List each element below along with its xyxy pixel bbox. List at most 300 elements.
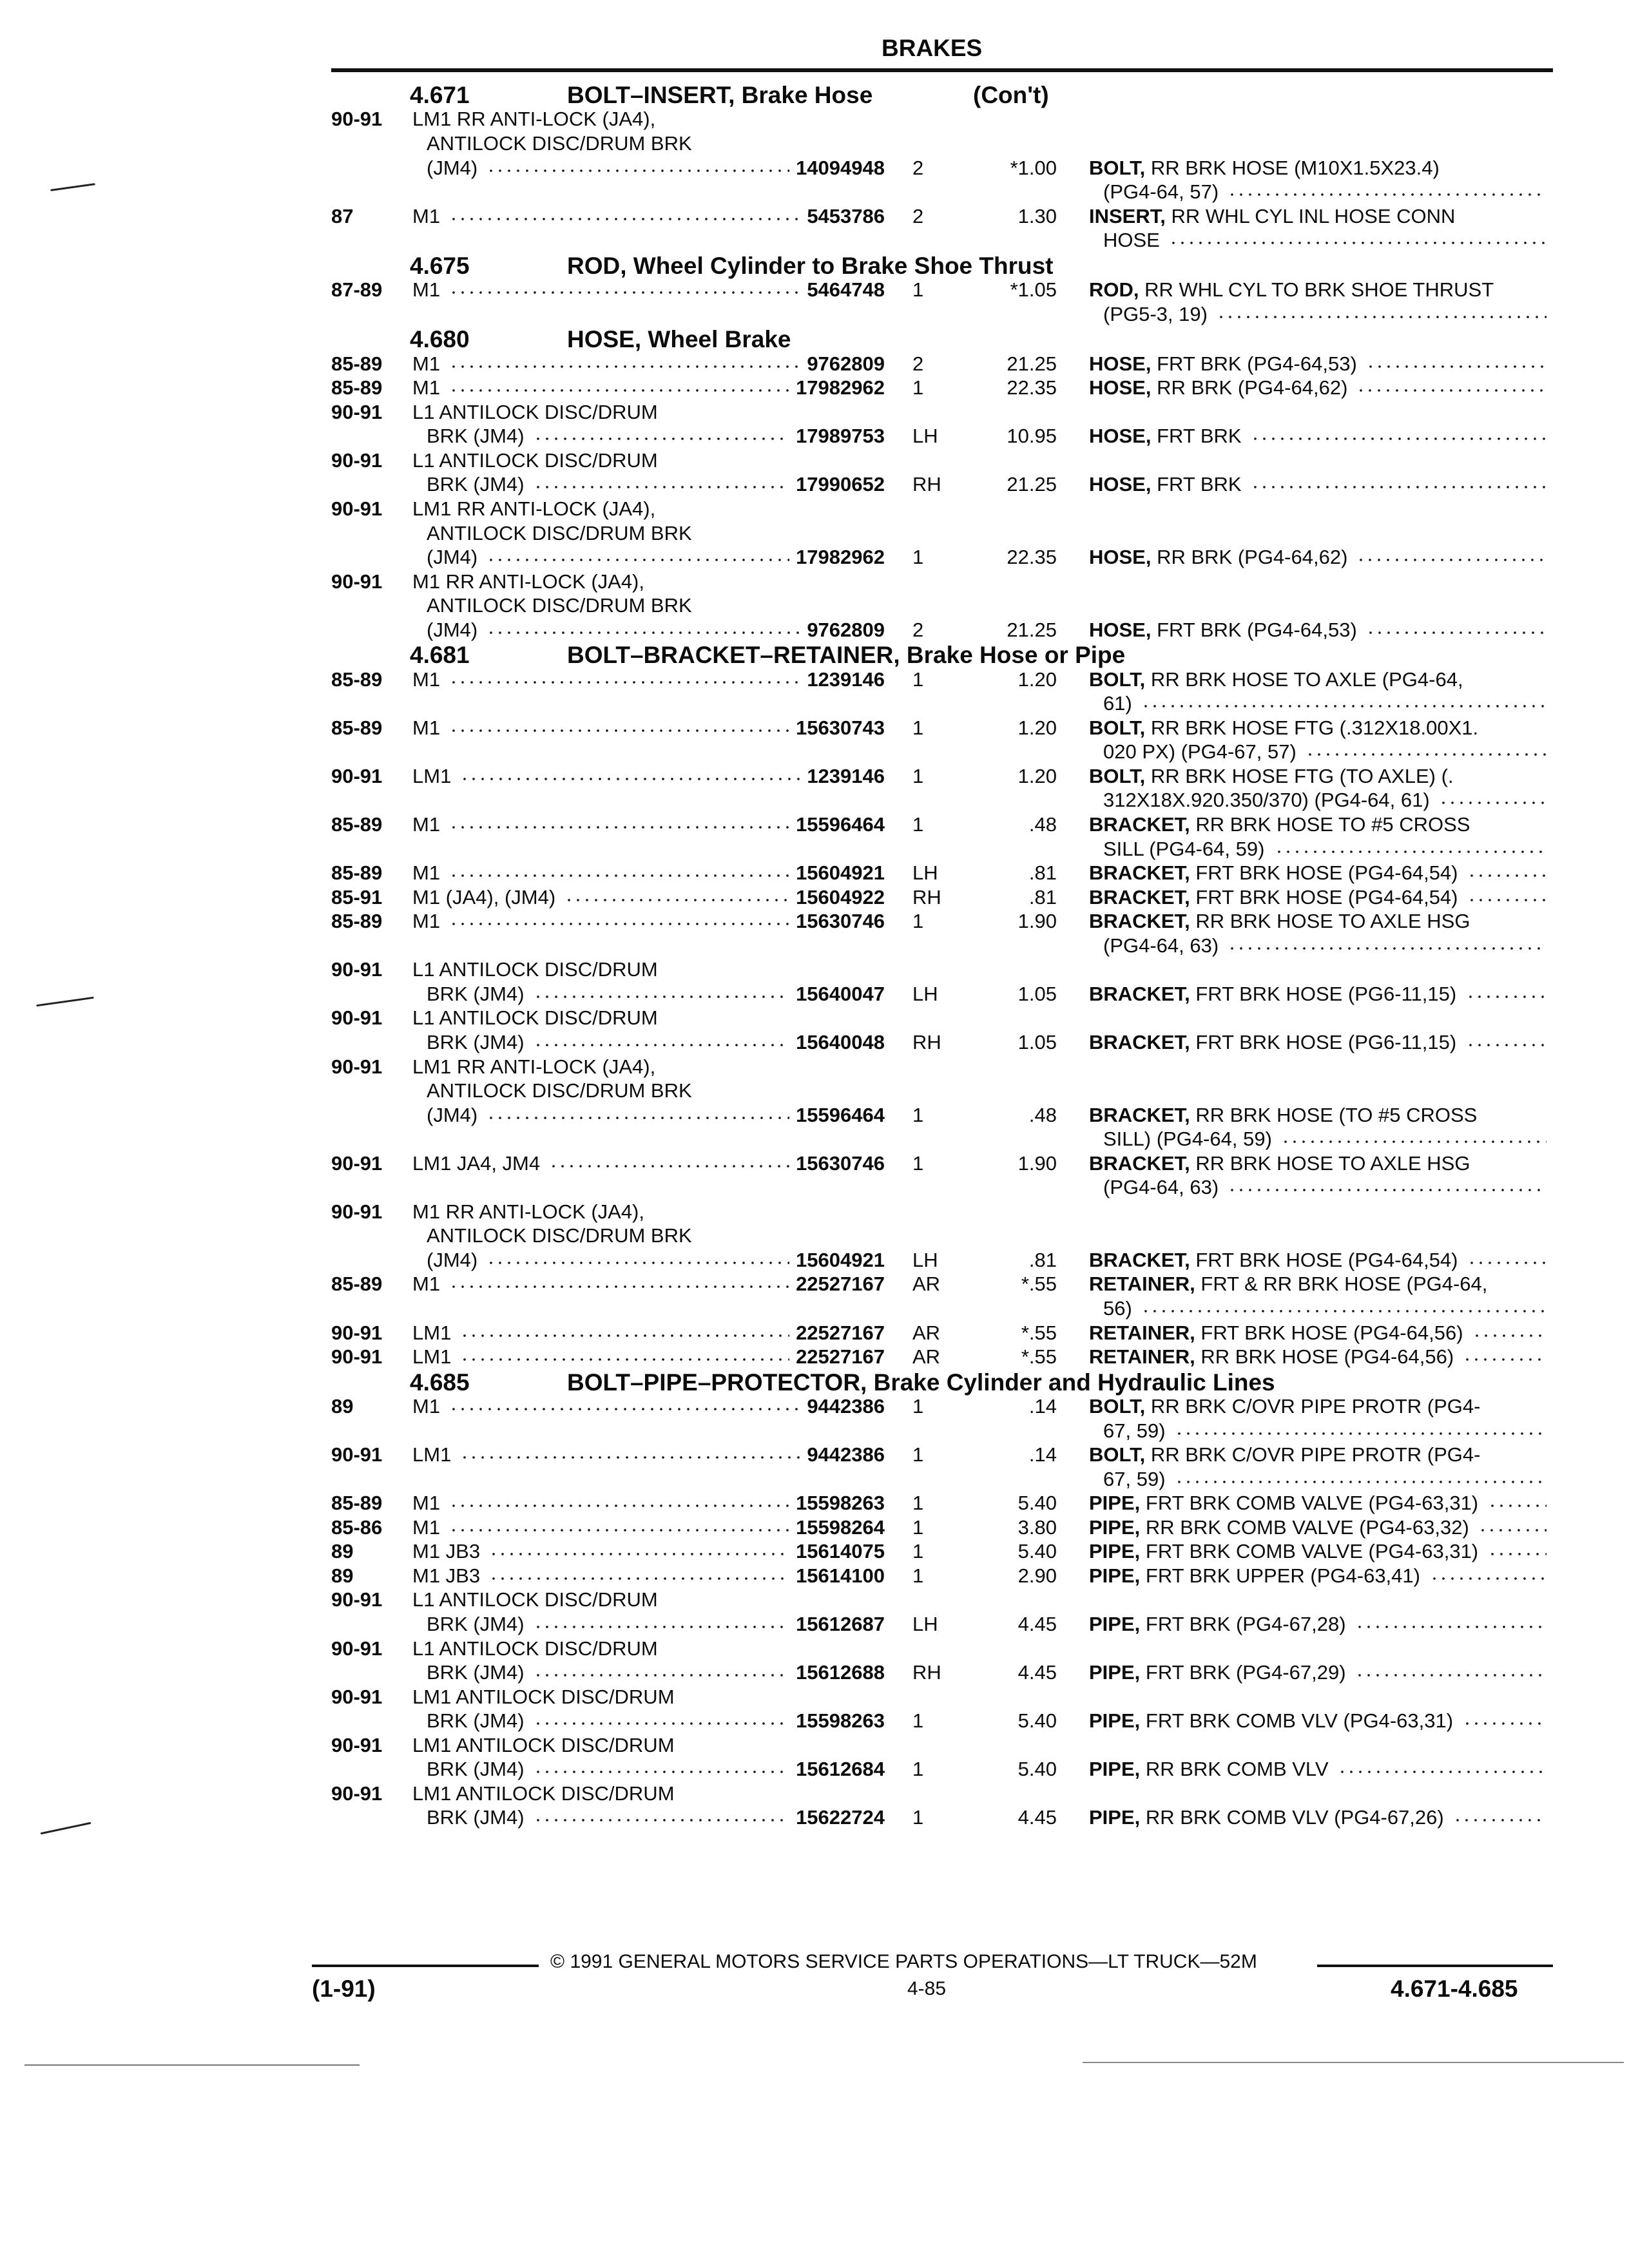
- row-part-number: 15604921: [796, 861, 885, 884]
- row-description: 61): [1103, 692, 1132, 715]
- dot-leader: [564, 899, 789, 901]
- row-quantity: 1: [912, 1806, 924, 1829]
- footer-page-number: 4-85: [907, 1978, 947, 1999]
- row-application: BRK (JM4): [427, 1758, 525, 1780]
- dot-leader: [534, 486, 790, 488]
- dot-leader: [1467, 1262, 1547, 1264]
- row-quantity: 1: [912, 1492, 924, 1514]
- row-price: 1.20: [1017, 765, 1057, 787]
- row-description: [1089, 668, 1463, 691]
- row-description: [1089, 278, 1494, 302]
- row-part-number: 15612684: [796, 1758, 885, 1780]
- dot-leader: [487, 1262, 789, 1264]
- footer-rule-right: [1317, 1965, 1553, 1967]
- dot-leader: [460, 1334, 789, 1337]
- row-quantity: 1: [912, 376, 924, 399]
- row-description-keyword: HOSE,: [1089, 473, 1152, 495]
- row-part-number: 15612687: [796, 1613, 885, 1635]
- dot-leader: [449, 1285, 789, 1288]
- row-description-keyword: BOLT,: [1089, 157, 1146, 179]
- row-application: M1: [412, 861, 441, 884]
- row-description: [1089, 910, 1470, 933]
- row-part-number: 15614100: [796, 1564, 885, 1587]
- row-description-keyword: RETAINER,: [1089, 1345, 1195, 1368]
- row-application: L1 ANTILOCK DISC/DRUM: [412, 401, 658, 423]
- row-part-number: 15596464: [796, 1104, 885, 1126]
- row-description-text: RR BRK HOSE TO AXLE HSG: [1190, 1152, 1470, 1175]
- row-description-text: RR BRK COMB VLV (PG4-67,26): [1140, 1806, 1444, 1829]
- row-price: 21.25: [1007, 473, 1057, 495]
- row-years: 85-89: [331, 861, 383, 884]
- dot-leader: [449, 365, 800, 368]
- row-description: [1089, 1492, 1478, 1515]
- row-part-number: 5453786: [807, 205, 885, 227]
- row-application: M1: [412, 910, 441, 932]
- dot-leader: [449, 729, 789, 732]
- row-description-keyword: BRACKET,: [1089, 1249, 1190, 1271]
- row-description: [1089, 1321, 1463, 1345]
- row-description-text: RR BRK HOSE FTG (.312X18.00X1.: [1145, 716, 1479, 739]
- dot-leader: [534, 1722, 790, 1725]
- row-price: 22.35: [1007, 546, 1057, 568]
- section-title: BOLT–PIPE–PROTECTOR, Brake Cylinder and Hydraulic Lines: [567, 1369, 1275, 1396]
- row-quantity: 1: [912, 1443, 924, 1466]
- row-price: 4.45: [1017, 1806, 1057, 1829]
- row-application: BRK (JM4): [427, 1031, 525, 1053]
- dot-leader: [1430, 1577, 1547, 1580]
- row-application: LM1 JA4, JM4: [412, 1152, 541, 1175]
- row-quantity: 2: [912, 619, 924, 641]
- row-description: [1089, 1709, 1453, 1733]
- row-quantity: LH: [912, 983, 938, 1005]
- dot-leader: [1355, 1674, 1547, 1677]
- dot-leader: [449, 681, 800, 684]
- row-part-number: 9762809: [807, 352, 885, 375]
- row-quantity: 1: [912, 278, 924, 301]
- row-quantity: 2: [912, 352, 924, 375]
- row-description-text: RR BRK HOSE TO #5 CROSS: [1190, 813, 1470, 836]
- row-part-number: 15604922: [796, 886, 885, 908]
- row-quantity: AR: [912, 1345, 941, 1368]
- row-description-text: RR BRK (PG4-64,62): [1151, 376, 1348, 399]
- row-application: LM1 ANTILOCK DISC/DRUM: [412, 1782, 675, 1805]
- row-quantity: 1: [912, 813, 924, 836]
- row-description: [1089, 425, 1242, 448]
- dot-leader: [1439, 802, 1547, 804]
- row-application: M1 RR ANTI-LOCK (JA4),: [412, 1200, 644, 1223]
- dot-leader: [449, 874, 789, 877]
- dot-leader: [460, 1456, 800, 1459]
- row-price: .48: [1028, 813, 1057, 836]
- row-application: L1 ANTILOCK DISC/DRUM: [412, 1006, 658, 1029]
- dot-leader: [1175, 1432, 1547, 1435]
- row-application: LM1 ANTILOCK DISC/DRUM: [412, 1734, 675, 1756]
- row-years: 85-89: [331, 813, 383, 836]
- row-part-number: 15622724: [796, 1806, 885, 1829]
- row-years: 87-89: [331, 278, 383, 301]
- dot-leader: [449, 1408, 800, 1410]
- row-description-keyword: BOLT,: [1089, 716, 1146, 739]
- row-price: 21.25: [1007, 619, 1057, 641]
- row-quantity: LH: [912, 861, 938, 884]
- row-application: M1: [412, 1516, 441, 1539]
- section-title: BOLT–BRACKET–RETAINER, Brake Hose or Pipe: [567, 642, 1126, 668]
- row-application: L1 ANTILOCK DISC/DRUM: [412, 1637, 658, 1660]
- row-price: 5.40: [1017, 1492, 1057, 1514]
- section-title: HOSE, Wheel Brake: [567, 326, 791, 352]
- row-description-text: FRT BRK (PG4-64,53): [1151, 352, 1357, 375]
- row-years: 90-91: [331, 449, 383, 472]
- row-description-text: RR WHL CYL TO BRK SHOE THRUST: [1139, 278, 1494, 301]
- row-application: LM1 ANTILOCK DISC/DRUM: [412, 1686, 675, 1708]
- row-years: 90-91: [331, 958, 383, 981]
- row-description: (PG4-64, 63): [1103, 934, 1219, 957]
- row-quantity: 1: [912, 1540, 924, 1562]
- row-application: ANTILOCK DISC/DRUM BRK: [427, 522, 692, 544]
- row-description-keyword: PIPE,: [1089, 1758, 1141, 1780]
- row-application: ANTILOCK DISC/DRUM BRK: [427, 1079, 692, 1102]
- row-description-text: FRT BRK HOSE (PG4-64,54): [1190, 1249, 1458, 1271]
- row-description-text: FRT BRK UPPER (PG4-63,41): [1140, 1564, 1420, 1587]
- row-price: .81: [1028, 861, 1057, 884]
- dot-leader: [1281, 1140, 1547, 1143]
- row-description: [1089, 1613, 1346, 1636]
- row-description-keyword: BRACKET,: [1089, 861, 1190, 884]
- dot-leader: [1463, 1722, 1547, 1725]
- row-description: [1089, 1564, 1420, 1588]
- row-application: M1: [412, 376, 441, 399]
- row-price: 3.80: [1017, 1516, 1057, 1539]
- section-number: 4.675: [410, 253, 470, 279]
- row-part-number: 15614075: [796, 1540, 885, 1562]
- row-description-keyword: BOLT,: [1089, 1443, 1146, 1466]
- row-quantity: 1: [912, 1709, 924, 1732]
- row-description: [1089, 1152, 1470, 1175]
- dot-leader: [1356, 389, 1547, 392]
- row-quantity: 1: [912, 765, 924, 787]
- row-price: 4.45: [1017, 1661, 1057, 1684]
- row-description-keyword: BRACKET,: [1089, 1031, 1190, 1053]
- section-number: 4.685: [410, 1369, 470, 1396]
- row-description-text: RR WHL CYL INL HOSE CONN: [1165, 205, 1456, 227]
- row-application: LM1 RR ANTI-LOCK (JA4),: [412, 497, 656, 520]
- dot-leader: [1251, 486, 1547, 488]
- row-application: LM1: [412, 1321, 452, 1344]
- row-description-text: RR BRK C/OVR PIPE PROTR (PG4-: [1145, 1395, 1481, 1418]
- dot-leader: [489, 1577, 789, 1580]
- row-description-keyword: BRACKET,: [1089, 983, 1190, 1005]
- row-description-keyword: HOSE,: [1089, 376, 1152, 399]
- row-years: 87: [331, 205, 354, 227]
- dot-leader: [1488, 1504, 1547, 1507]
- row-part-number: 22527167: [796, 1273, 885, 1295]
- row-price: 5.40: [1017, 1709, 1057, 1732]
- row-description: 56): [1103, 1297, 1132, 1320]
- dot-leader: [489, 1553, 789, 1555]
- row-description: [1089, 205, 1455, 228]
- row-description-text: FRT BRK HOSE (PG4-64,56): [1195, 1321, 1463, 1344]
- row-application: LM1: [412, 1345, 452, 1368]
- row-description-text: FRT BRK COMB VLV (PG4-63,31): [1140, 1709, 1454, 1732]
- dot-leader: [1228, 193, 1547, 196]
- row-part-number: 15596464: [796, 813, 885, 836]
- row-description-text: FRT BRK: [1151, 425, 1242, 447]
- row-description-keyword: PIPE,: [1089, 1709, 1141, 1732]
- dot-leader: [1366, 631, 1547, 634]
- row-part-number: 17989753: [796, 425, 885, 447]
- row-application: ANTILOCK DISC/DRUM BRK: [427, 1224, 692, 1247]
- row-part-number: 17982962: [796, 546, 885, 568]
- dot-leader: [534, 1674, 790, 1677]
- row-quantity: LH: [912, 425, 938, 447]
- row-application: LM1: [412, 765, 452, 787]
- dot-leader: [449, 389, 789, 392]
- row-price: *.55: [1021, 1321, 1057, 1344]
- row-price: 5.40: [1017, 1540, 1057, 1562]
- row-description-keyword: PIPE,: [1089, 1564, 1141, 1587]
- footer-copyright: © 1991 GENERAL MOTORS SERVICE PARTS OPERATIONS—LT TRUCK—52M: [550, 1951, 1257, 1972]
- row-description-text: RR BRK (PG4-64,62): [1151, 546, 1348, 568]
- row-description-text: FRT BRK (PG4-67,29): [1140, 1661, 1346, 1684]
- row-description-text: FRT BRK: [1151, 473, 1242, 495]
- row-description-text: RR BRK COMB VLV: [1140, 1758, 1329, 1780]
- row-price: .14: [1028, 1395, 1057, 1418]
- dot-leader: [1453, 1819, 1547, 1821]
- row-description: (PG5-3, 19): [1103, 303, 1208, 325]
- row-years: 90-91: [331, 1006, 383, 1029]
- dot-leader: [1141, 705, 1547, 707]
- row-price: .81: [1028, 886, 1057, 908]
- row-price: 1.90: [1017, 910, 1057, 932]
- row-description: SILL (PG4-64, 59): [1103, 838, 1265, 860]
- row-years: 89: [331, 1540, 354, 1562]
- row-description-text: RR BRK HOSE (TO #5 CROSS: [1190, 1104, 1478, 1126]
- row-price: 1.05: [1017, 983, 1057, 1005]
- dot-leader: [1467, 874, 1547, 877]
- row-part-number: 15630746: [796, 910, 885, 932]
- row-years: 90-91: [331, 1637, 383, 1660]
- dot-leader: [1251, 437, 1547, 440]
- row-years: 90-91: [331, 1686, 383, 1708]
- section-title: ROD, Wheel Cylinder to Brake Shoe Thrust: [567, 253, 1054, 279]
- row-description: [1089, 352, 1357, 376]
- dot-leader: [1356, 559, 1547, 561]
- section-note: (Con't): [973, 82, 1049, 108]
- row-price: 1.20: [1017, 716, 1057, 739]
- section-title: BOLT–INSERT, Brake Hose: [567, 82, 873, 108]
- row-description-text: RR BRK HOSE (M10X1.5X23.4): [1145, 157, 1440, 179]
- row-quantity: AR: [912, 1321, 941, 1344]
- dot-leader: [1355, 1626, 1547, 1628]
- row-description-keyword: PIPE,: [1089, 1516, 1141, 1539]
- row-part-number: 5464748: [807, 278, 885, 301]
- dot-leader: [449, 1504, 789, 1507]
- row-description: [1089, 861, 1458, 885]
- row-description-keyword: PIPE,: [1089, 1492, 1141, 1514]
- row-description-keyword: RETAINER,: [1089, 1321, 1195, 1344]
- row-years: 90-91: [331, 401, 383, 423]
- row-quantity: 1: [912, 1152, 924, 1175]
- row-part-number: 15630746: [796, 1152, 885, 1175]
- row-quantity: RH: [912, 473, 941, 495]
- row-years: 90-91: [331, 1345, 383, 1368]
- row-years: 89: [331, 1564, 354, 1587]
- row-part-number: 15598264: [796, 1516, 885, 1539]
- row-description-text: FRT BRK (PG4-67,28): [1140, 1613, 1346, 1635]
- row-part-number: 1239146: [807, 668, 885, 691]
- row-description: (PG4-64, 57): [1103, 180, 1219, 203]
- row-description: 67, 59): [1103, 1468, 1166, 1490]
- row-quantity: 1: [912, 1758, 924, 1780]
- row-years: 90-91: [331, 1443, 383, 1466]
- row-application: BRK (JM4): [427, 1709, 525, 1732]
- row-price: 1.20: [1017, 668, 1057, 691]
- dot-leader: [449, 291, 800, 294]
- row-description: 020 PX) (PG4-67, 57): [1103, 740, 1296, 763]
- row-part-number: 15612688: [796, 1661, 885, 1684]
- dot-leader: [487, 169, 789, 172]
- row-application: M1 (JA4), (JM4): [412, 886, 556, 908]
- row-application: LM1 RR ANTI-LOCK (JA4),: [412, 1055, 656, 1078]
- footer-date: (1-91): [312, 1975, 376, 2002]
- row-description: [1089, 376, 1347, 399]
- row-application: L1 ANTILOCK DISC/DRUM: [412, 958, 658, 981]
- dot-leader: [1275, 850, 1547, 853]
- row-description-keyword: RETAINER,: [1089, 1273, 1195, 1295]
- row-description-keyword: HOSE,: [1089, 352, 1152, 375]
- row-quantity: 1: [912, 1395, 924, 1418]
- row-price: *1.00: [1010, 157, 1057, 179]
- row-description: [1089, 1273, 1487, 1296]
- dot-leader: [1366, 365, 1547, 368]
- row-price: 1.05: [1017, 1031, 1057, 1053]
- row-years: 85-89: [331, 716, 383, 739]
- row-description: [1089, 1443, 1480, 1466]
- row-price: 22.35: [1007, 376, 1057, 399]
- row-description-text: RR BRK HOSE TO AXLE HSG: [1190, 910, 1470, 932]
- row-years: 85-89: [331, 376, 383, 399]
- row-price: 2.90: [1017, 1564, 1057, 1587]
- row-part-number: 9762809: [807, 619, 885, 641]
- row-description: [1089, 1806, 1444, 1829]
- row-quantity: 1: [912, 1516, 924, 1539]
- row-quantity: RH: [912, 1661, 941, 1684]
- dot-leader: [1466, 995, 1547, 998]
- row-description-keyword: ROD,: [1089, 278, 1139, 301]
- row-years: 85-89: [331, 352, 383, 375]
- row-application: (JM4): [427, 1104, 478, 1126]
- row-part-number: 15598263: [796, 1709, 885, 1732]
- row-application: M1: [412, 205, 441, 227]
- row-application: LM1: [412, 1443, 452, 1466]
- section-number: 4.671: [410, 82, 470, 108]
- row-description-keyword: BRACKET,: [1089, 1152, 1190, 1175]
- row-part-number: 9442386: [807, 1443, 885, 1466]
- row-part-number: 17990652: [796, 473, 885, 495]
- row-quantity: 1: [912, 910, 924, 932]
- dot-leader: [487, 1117, 789, 1119]
- row-years: 90-91: [331, 1152, 383, 1175]
- row-description-text: RR BRK COMB VALVE (PG4-63,32): [1140, 1516, 1469, 1539]
- dot-leader: [1463, 1358, 1547, 1361]
- row-application: M1: [412, 668, 441, 691]
- dot-leader: [1338, 1771, 1547, 1773]
- row-application: BRK (JM4): [427, 425, 525, 447]
- row-years: 85-89: [331, 668, 383, 691]
- row-description-keyword: HOSE,: [1089, 425, 1152, 447]
- row-description-keyword: PIPE,: [1089, 1806, 1141, 1829]
- row-description-text: FRT BRK (PG4-64,53): [1151, 619, 1357, 641]
- row-description-keyword: PIPE,: [1089, 1613, 1141, 1635]
- row-years: 85-89: [331, 1492, 383, 1514]
- row-price: *.55: [1021, 1345, 1057, 1368]
- row-application: L1 ANTILOCK DISC/DRUM: [412, 449, 658, 472]
- row-part-number: 17982962: [796, 376, 885, 399]
- row-quantity: RH: [912, 1031, 941, 1053]
- row-application: M1 RR ANTI-LOCK (JA4),: [412, 570, 644, 593]
- row-application: BRK (JM4): [427, 473, 525, 495]
- row-application: M1: [412, 1273, 441, 1295]
- row-application: M1: [412, 1492, 441, 1514]
- row-price: .14: [1028, 1443, 1057, 1466]
- row-description: [1089, 546, 1347, 569]
- row-part-number: 15640047: [796, 983, 885, 1005]
- footer-rule-left: [312, 1965, 539, 1967]
- row-part-number: 15604921: [796, 1249, 885, 1271]
- row-description-keyword: INSERT,: [1089, 205, 1166, 227]
- row-price: 5.40: [1017, 1758, 1057, 1780]
- row-years: 90-91: [331, 1782, 383, 1805]
- dot-leader: [1217, 316, 1547, 318]
- dot-leader: [1466, 1044, 1547, 1046]
- dot-leader: [534, 1819, 790, 1821]
- dot-leader: [449, 923, 789, 925]
- row-application: ANTILOCK DISC/DRUM BRK: [427, 132, 692, 155]
- row-description-keyword: HOSE,: [1089, 619, 1152, 641]
- row-application: BRK (JM4): [427, 983, 525, 1005]
- row-years: 85-89: [331, 910, 383, 932]
- dot-leader: [1478, 1529, 1547, 1532]
- row-quantity: 1: [912, 1104, 924, 1126]
- footer-section-range: 4.671-4.685: [1391, 1975, 1518, 2002]
- row-description: (PG4-64, 63): [1103, 1176, 1219, 1198]
- row-quantity: LH: [912, 1249, 938, 1271]
- row-years: 85-91: [331, 886, 383, 908]
- row-application: M1: [412, 1395, 441, 1418]
- row-description-text: FRT BRK HOSE (PG4-64,54): [1190, 861, 1458, 884]
- row-description: [1089, 1249, 1458, 1272]
- row-description: 67, 59): [1103, 1419, 1166, 1442]
- dot-leader: [1228, 947, 1547, 950]
- row-description: [1089, 1395, 1480, 1418]
- row-application: ANTILOCK DISC/DRUM BRK: [427, 594, 692, 617]
- row-description: [1089, 157, 1440, 180]
- row-description: [1089, 473, 1242, 496]
- dot-leader: [449, 826, 789, 829]
- row-price: 21.25: [1007, 352, 1057, 375]
- row-description-text: FRT & RR BRK HOSE (PG4-64,: [1195, 1273, 1488, 1295]
- row-quantity: 2: [912, 157, 924, 179]
- row-application: M1: [412, 716, 441, 739]
- row-part-number: 15598263: [796, 1492, 885, 1514]
- row-quantity: AR: [912, 1273, 941, 1295]
- row-years: 90-91: [331, 1588, 383, 1611]
- row-price: .48: [1028, 1104, 1057, 1126]
- row-years: 90-91: [331, 108, 383, 130]
- row-description-keyword: BOLT,: [1089, 1395, 1146, 1418]
- row-part-number: 15640048: [796, 1031, 885, 1053]
- row-description-text: FRT BRK COMB VALVE (PG4-63,31): [1140, 1540, 1479, 1562]
